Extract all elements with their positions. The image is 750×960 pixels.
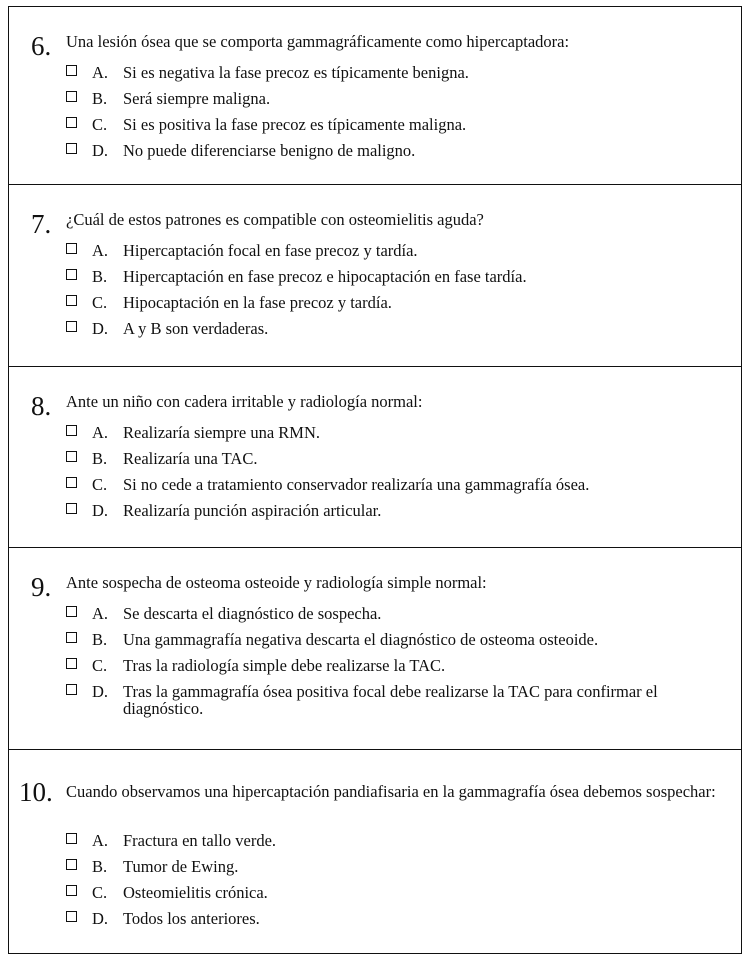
option-d [66, 683, 731, 717]
option-letter: C. [92, 293, 108, 312]
option-c [66, 116, 731, 142]
checkbox[interactable] [66, 859, 77, 870]
option-a [66, 424, 731, 450]
option-b [66, 631, 731, 657]
option-letter: D. [92, 141, 109, 160]
option-d [66, 142, 731, 168]
option-text: Tumor de Ewing. [123, 857, 239, 876]
option-letter: B. [92, 449, 108, 468]
option-d [66, 320, 731, 346]
question-6 [9, 7, 741, 185]
option-letter: A. [92, 63, 109, 82]
option-c [66, 476, 731, 502]
option-text: Osteomielitis crónica. [123, 883, 268, 902]
question-10 [9, 750, 741, 953]
option-c [66, 884, 731, 910]
option-letter: B. [92, 857, 108, 876]
option-c [66, 657, 731, 683]
question-9 [9, 548, 741, 750]
checkbox[interactable] [66, 606, 77, 617]
option-letter: A. [92, 423, 109, 442]
option-text: Hipocaptación en la fase precoz y tardía. [123, 293, 392, 312]
option-c [66, 294, 731, 320]
checkbox[interactable] [66, 658, 77, 669]
option-text: Realizaría punción aspiración articular. [123, 501, 382, 520]
answer-options [66, 424, 731, 528]
checkbox[interactable] [66, 91, 77, 102]
option-text: Será siempre maligna. [123, 89, 271, 108]
option-text: Fractura en tallo verde. [123, 831, 277, 850]
option-letter: D. [92, 501, 109, 520]
option-letter: A. [92, 831, 109, 850]
question-text: Una lesión ósea que se comporta gammagráficamente como hipercaptadora: [66, 32, 570, 51]
option-letter: C. [92, 475, 108, 494]
option-text: Tras la gammagrafía ósea positiva focal debe realizarse la TAC para confirmar el diagnóstico. [123, 682, 658, 718]
option-letter: B. [92, 267, 108, 286]
checkbox[interactable] [66, 425, 77, 436]
checkbox[interactable] [66, 632, 77, 643]
option-d [66, 502, 731, 528]
option-b [66, 90, 731, 116]
question-text: Ante sospecha de osteoma osteoide y radiología simple normal: [66, 573, 487, 592]
option-letter: D. [92, 319, 109, 338]
option-letter: D. [92, 682, 109, 701]
option-text: Si es negativa la fase precoz es típicamente benigna. [123, 63, 469, 82]
option-b [66, 858, 731, 884]
quiz-sheet [8, 6, 742, 954]
option-a [66, 242, 731, 268]
option-a [66, 832, 731, 858]
question-text: Ante un niño con cadera irritable y radiología normal: [66, 392, 423, 411]
checkbox[interactable] [66, 65, 77, 76]
option-text: Hipercaptación focal en fase precoz y tardía. [123, 241, 418, 260]
option-letter: C. [92, 883, 108, 902]
option-text: Hipercaptación en fase precoz e hipocaptación en fase tardía. [123, 267, 527, 286]
option-letter: B. [92, 630, 108, 649]
option-letter: D. [92, 909, 109, 928]
answer-options [66, 605, 731, 717]
option-a [66, 64, 731, 90]
checkbox[interactable] [66, 269, 77, 280]
option-text: Se descarta el diagnóstico de sospecha. [123, 604, 382, 623]
checkbox[interactable] [66, 503, 77, 514]
checkbox[interactable] [66, 451, 77, 462]
option-b [66, 450, 731, 476]
option-text: Tras la radiología simple debe realizarse la TAC. [123, 656, 446, 675]
option-text: No puede diferenciarse benigno de maligno. [123, 141, 416, 160]
question-number: 10. [19, 777, 53, 807]
question-text: Cuando observamos una hipercaptación pandiafisaria en la gammagrafía ósea debemos sospechar: [66, 782, 716, 801]
checkbox[interactable] [66, 684, 77, 695]
option-d [66, 910, 731, 936]
option-letter: B. [92, 89, 108, 108]
question-number: 9. [31, 572, 52, 602]
checkbox[interactable] [66, 143, 77, 154]
option-letter: A. [92, 604, 109, 623]
option-a [66, 605, 731, 631]
checkbox[interactable] [66, 117, 77, 128]
option-b [66, 268, 731, 294]
option-text: Si no cede a tratamiento conservador realizaría una gammagrafía ósea. [123, 475, 590, 494]
option-text: Todos los anteriores. [123, 909, 260, 928]
checkbox[interactable] [66, 477, 77, 488]
answer-options [66, 64, 731, 168]
checkbox[interactable] [66, 911, 77, 922]
answer-options [66, 242, 731, 346]
option-text: Una gammagrafía negativa descarta el diagnóstico de osteoma osteoide. [123, 630, 599, 649]
checkbox[interactable] [66, 321, 77, 332]
checkbox[interactable] [66, 295, 77, 306]
checkbox[interactable] [66, 885, 77, 896]
option-letter: C. [92, 115, 108, 134]
option-letter: C. [92, 656, 108, 675]
question-number: 8. [31, 391, 52, 421]
question-number: 6. [31, 31, 52, 61]
option-text: Realizaría una TAC. [123, 449, 258, 468]
question-8 [9, 367, 741, 548]
question-number: 7. [31, 209, 52, 239]
option-text: Realizaría siempre una RMN. [123, 423, 321, 442]
option-text: Si es positiva la fase precoz es típicamente maligna. [123, 115, 467, 134]
question-text: ¿Cuál de estos patrones es compatible con osteomielitis aguda? [66, 210, 484, 229]
checkbox[interactable] [66, 243, 77, 254]
checkbox[interactable] [66, 833, 77, 844]
option-letter: A. [92, 241, 109, 260]
option-text: A y B son verdaderas. [123, 319, 269, 338]
question-7 [9, 185, 741, 367]
answer-options [66, 832, 731, 936]
